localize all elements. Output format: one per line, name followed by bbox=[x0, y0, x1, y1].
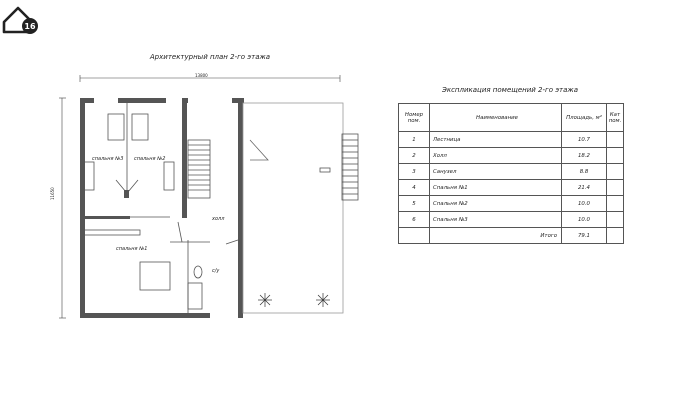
header-name: Наименование bbox=[430, 104, 562, 132]
cell-area: 10.0 bbox=[562, 196, 607, 212]
cell-name: Спальня №3 bbox=[430, 212, 562, 228]
cell-cat bbox=[607, 148, 624, 164]
room-label-bedroom3: спальня №3 bbox=[92, 156, 124, 162]
total-label: Итого bbox=[430, 228, 562, 244]
cell-name: Холл bbox=[430, 148, 562, 164]
cell-cat bbox=[607, 212, 624, 228]
outer-walls bbox=[80, 98, 244, 318]
table-row bbox=[399, 180, 624, 196]
explication-table bbox=[398, 103, 624, 244]
header-cat: Кат пом. bbox=[607, 104, 624, 132]
cell-area: 8.8 bbox=[562, 164, 607, 180]
cell-num bbox=[399, 228, 430, 244]
cell-num: 1 bbox=[399, 132, 430, 148]
cell-cat bbox=[607, 180, 624, 196]
bed-bedroom2 bbox=[132, 114, 148, 140]
room-label-bedroom1: спальня №1 bbox=[116, 246, 148, 252]
cell-cat bbox=[607, 132, 624, 148]
room-label-bathroom: с/у bbox=[212, 268, 220, 274]
total-value: 79.1 bbox=[562, 228, 607, 244]
cell-name: Спальня №2 bbox=[430, 196, 562, 212]
cell-num: 3 bbox=[399, 164, 430, 180]
table-row bbox=[399, 132, 624, 148]
table-row bbox=[399, 196, 624, 212]
table-row bbox=[399, 164, 624, 180]
table-header-row bbox=[399, 104, 624, 132]
cell-name: Лестница bbox=[430, 132, 562, 148]
logo-badge: 16 bbox=[24, 22, 36, 31]
bed-bedroom3 bbox=[108, 114, 124, 140]
room-label-hall: холл bbox=[212, 216, 225, 222]
table-row bbox=[399, 212, 624, 228]
cell-num: 2 bbox=[399, 148, 430, 164]
explication-title: Экспликация помещений 2-го этажа bbox=[441, 86, 579, 94]
cell-area: 10.0 bbox=[562, 212, 607, 228]
header-area: Площадь, м² bbox=[562, 104, 607, 132]
bathtub bbox=[188, 283, 202, 309]
cell-area: 10.7 bbox=[562, 132, 607, 148]
cell-num: 4 bbox=[399, 180, 430, 196]
plant-icon bbox=[258, 293, 272, 307]
table-total-row bbox=[399, 228, 624, 244]
cell-area: 18.2 bbox=[562, 148, 607, 164]
header-num: Номер пом. bbox=[399, 104, 430, 132]
toilet bbox=[194, 266, 202, 278]
room-label-bedroom2: спальня №2 bbox=[134, 156, 166, 162]
house-logo-icon bbox=[2, 2, 42, 36]
plan-title: Архитектурный план 2-го этажа bbox=[149, 53, 271, 61]
cell-num: 6 bbox=[399, 212, 430, 228]
plant-icon bbox=[316, 293, 330, 307]
cell-area: 21.4 bbox=[562, 180, 607, 196]
bed-bedroom1 bbox=[140, 262, 170, 290]
floor-plan bbox=[40, 60, 380, 380]
cell-cat bbox=[607, 196, 624, 212]
cell-cat bbox=[607, 228, 624, 244]
table-row bbox=[399, 148, 624, 164]
cell-num: 5 bbox=[399, 196, 430, 212]
cell-cat bbox=[607, 164, 624, 180]
cell-name: Санузел bbox=[430, 164, 562, 180]
cell-name: Спальня №1 bbox=[430, 180, 562, 196]
dimension-height: 11650 bbox=[50, 187, 55, 200]
dimension-width: 13800 bbox=[195, 73, 208, 78]
